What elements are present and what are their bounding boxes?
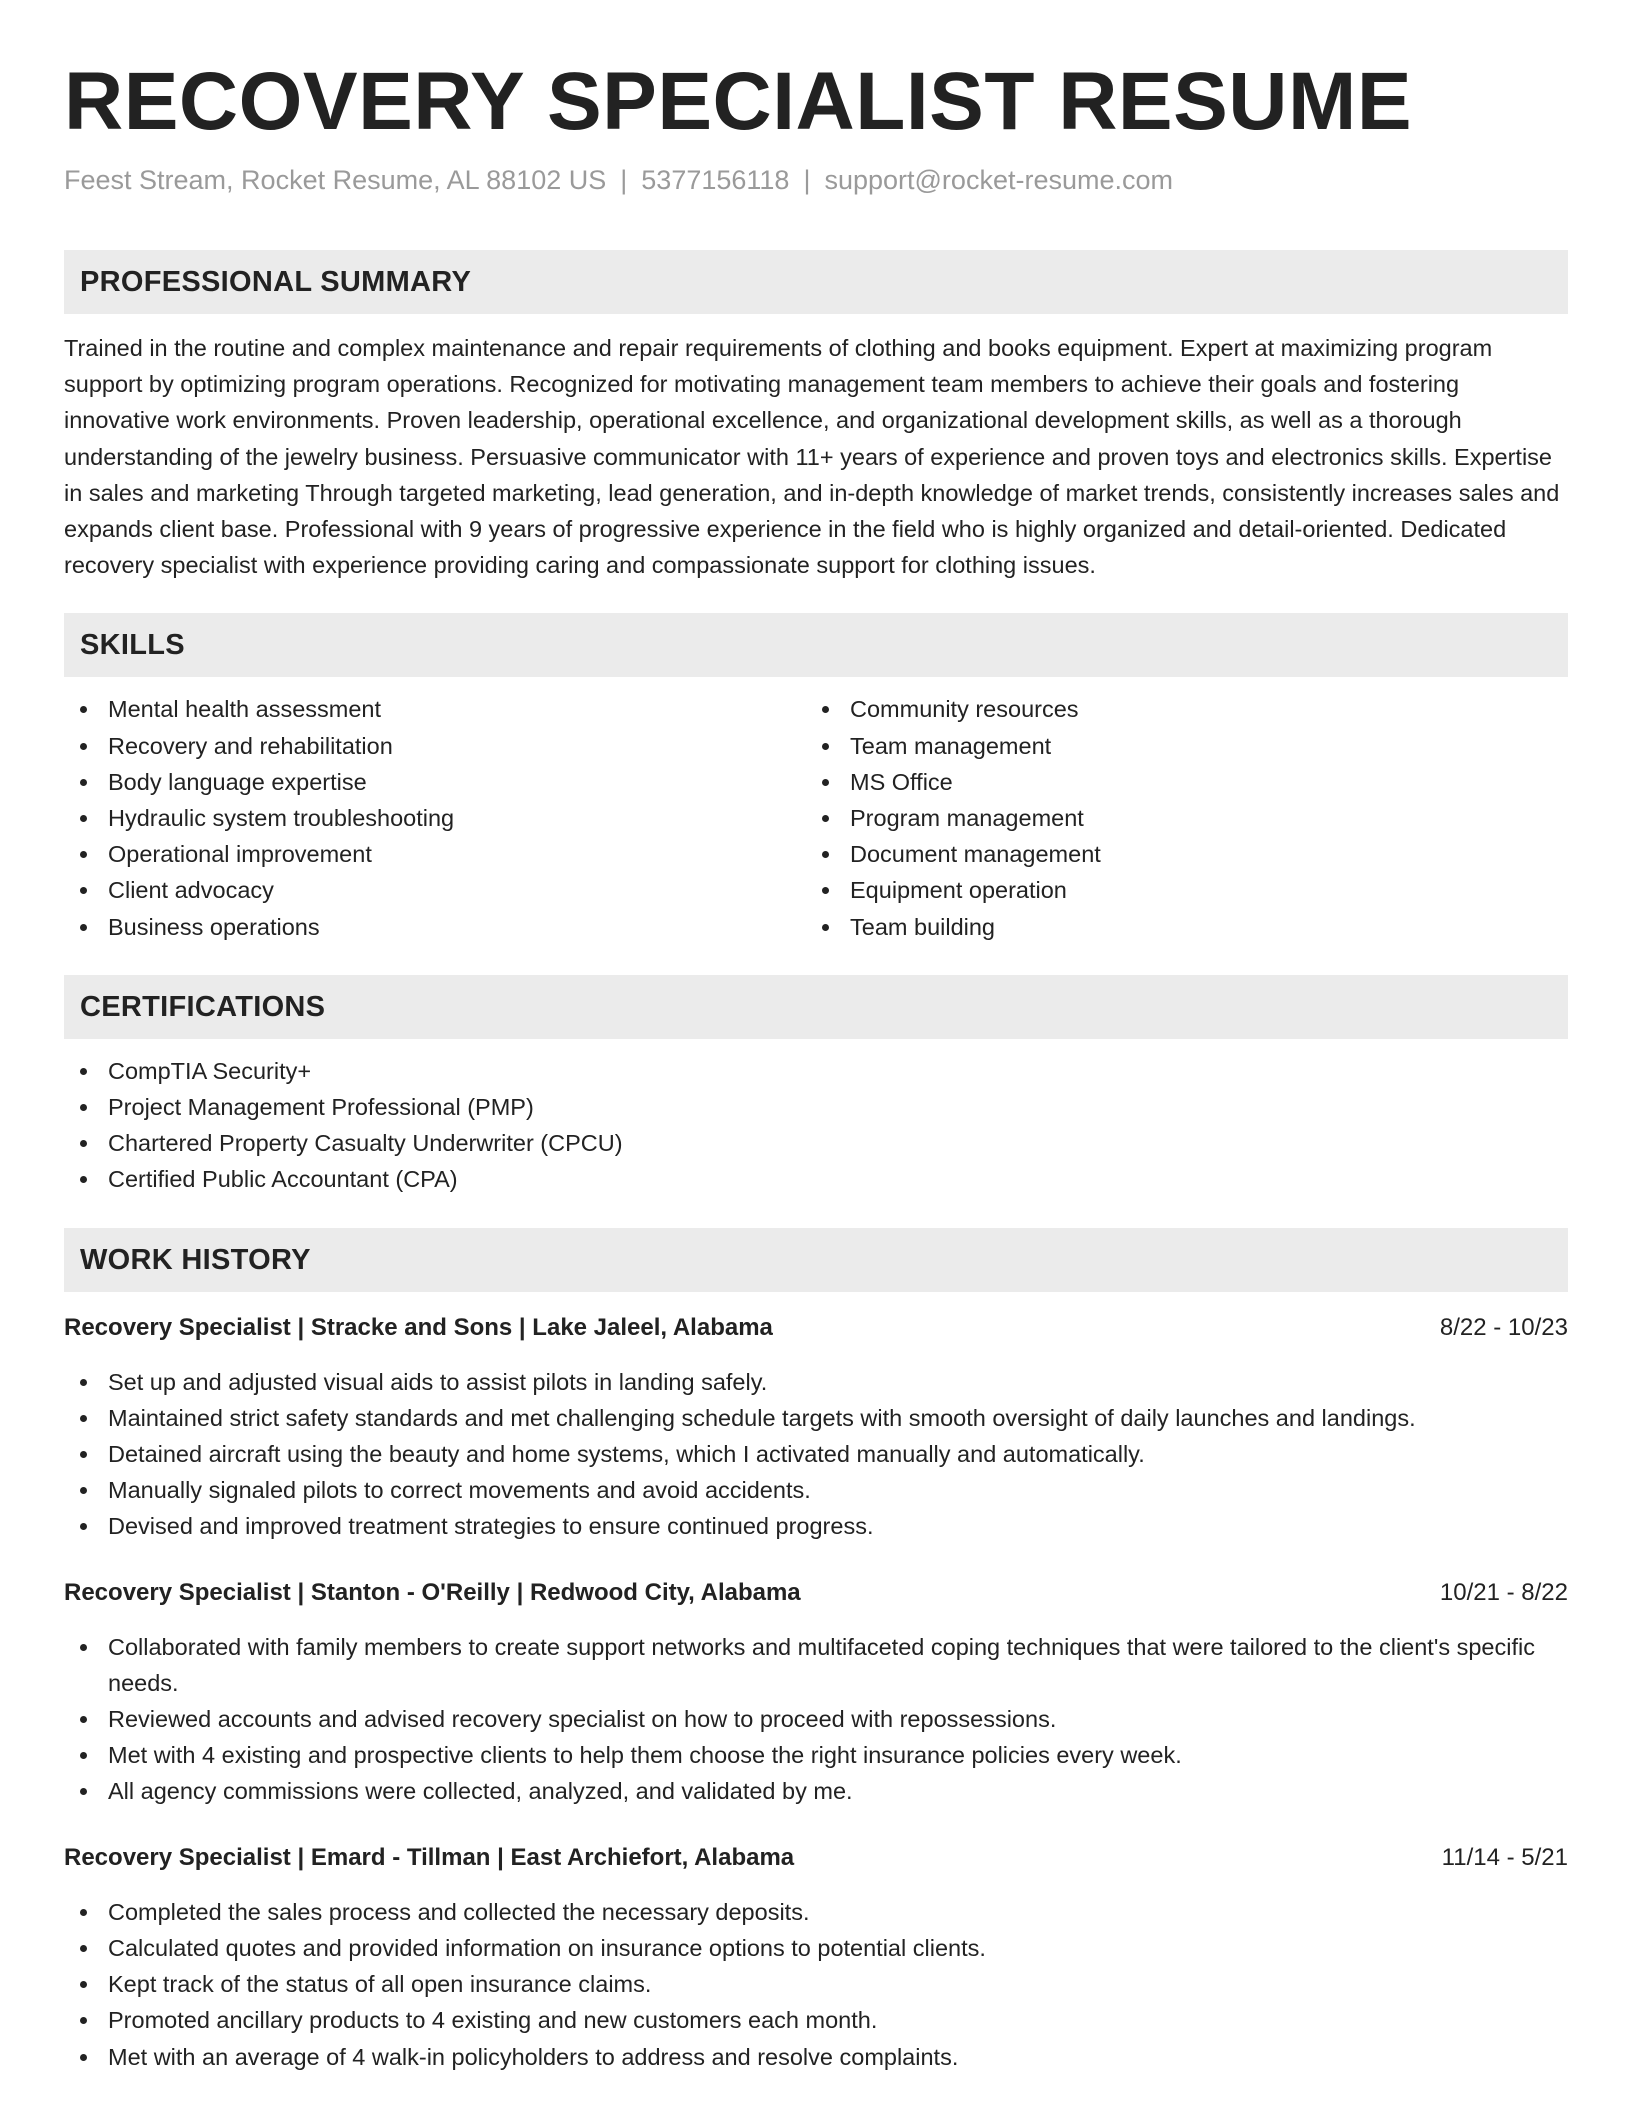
list-item: Detained aircraft using the beauty and home systems, which I activated manually and automatically.	[64, 1436, 1568, 1472]
skills-list-left	[64, 691, 806, 944]
certifications-section	[64, 975, 1568, 1198]
list-item: Maintained strict safety standards and met challenging schedule targets with smooth oversight of daily launches and landings.	[64, 1400, 1568, 1436]
list-item: Certified Public Accountant (CPA)	[64, 1161, 1568, 1197]
list-item: Collaborated with family members to create support networks and multifaceted coping techniques that were tailored to the client's specific needs.	[64, 1629, 1568, 1701]
job-bullets	[64, 1894, 1568, 2075]
job-bullets	[64, 1364, 1568, 1545]
contact-phone: 5377156118	[641, 165, 790, 195]
job-entry	[64, 1575, 1568, 1810]
list-item: Body language expertise	[64, 764, 806, 800]
list-item: CompTIA Security+	[64, 1053, 1568, 1089]
list-item: Operational improvement	[64, 836, 806, 872]
list-item: Met with an average of 4 walk-in policyholders to address and resolve complaints.	[64, 2039, 1568, 2075]
list-item: Document management	[806, 836, 1548, 872]
job-header	[64, 1575, 1568, 1611]
job-title: Recovery Specialist | Stracke and Sons | Lake Jaleel, Alabama	[64, 1313, 773, 1341]
work-history-heading: WORK HISTORY	[64, 1228, 1568, 1292]
list-item: Promoted ancillary products to 4 existing and new customers each month.	[64, 2002, 1568, 2038]
list-item: Project Management Professional (PMP)	[64, 1089, 1568, 1125]
skills-section	[64, 613, 1568, 944]
job-dates: 8/22 - 10/23	[1439, 1313, 1568, 1341]
job-dates: 10/21 - 8/22	[1439, 1578, 1568, 1606]
list-item: Calculated quotes and provided information on insurance options to potential clients.	[64, 1930, 1568, 1966]
resume-page	[64, 52, 1568, 2075]
job-title: Recovery Specialist | Emard - Tillman | East Archiefort, Alabama	[64, 1843, 795, 1871]
job-header	[64, 1840, 1568, 1876]
job-bullets	[64, 1629, 1568, 1810]
list-item: Chartered Property Casualty Underwriter (CPCU)	[64, 1125, 1568, 1161]
list-item: Business operations	[64, 909, 806, 945]
list-item: Client advocacy	[64, 872, 806, 908]
work-history-section	[64, 1228, 1568, 2075]
list-item: Devised and improved treatment strategies to ensure continued progress.	[64, 1508, 1568, 1544]
list-item: Community resources	[806, 691, 1548, 727]
skills-grid	[64, 691, 1568, 944]
contact-separator: |	[803, 165, 811, 195]
list-item: All agency commissions were collected, analyzed, and validated by me.	[64, 1773, 1568, 1809]
contact-line	[64, 162, 1568, 198]
list-item: Equipment operation	[806, 872, 1548, 908]
job-header	[64, 1310, 1568, 1346]
skills-list-right	[806, 691, 1548, 944]
page-title: RECOVERY SPECIALIST RESUME	[64, 56, 1413, 147]
list-item: Manually signaled pilots to correct movements and avoid accidents.	[64, 1472, 1568, 1508]
job-dates: 11/14 - 5/21	[1441, 1843, 1568, 1871]
list-item: Mental health assessment	[64, 691, 806, 727]
list-item: Recovery and rehabilitation	[64, 728, 806, 764]
list-item: Team building	[806, 909, 1548, 945]
list-item: Reviewed accounts and advised recovery specialist on how to proceed with repossessions.	[64, 1701, 1568, 1737]
list-item: Met with 4 existing and prospective clients to help them choose the right insurance policies every week.	[64, 1737, 1568, 1773]
job-entry	[64, 1840, 1568, 2075]
summary-text: Trained in the routine and complex maintenance and repair requirements of clothing and books equipment. Expert at maximizing program support by optimizing program operations. Recognized for motivating management team members to achieve their goals and fostering innovative work environments. Proven leadership, operational excellence, and organizational development skills, as well as a thorough understanding of the jewelry business. Persuasive communicator with 11+ years of experience and proven toys and electronics skills. Expertise in sales and marketing Through targeted marketing, lead generation, and in-depth knowledge of market trends, consistently increases sales and expands client base. Professional with 9 years of progressive experience in the field who is highly organized and detail-oriented. Dedicated recovery specialist with experience providing caring and compassionate support for clothing issues.	[64, 335, 1560, 579]
summary-section	[64, 250, 1568, 583]
certifications-list	[64, 1053, 1568, 1198]
list-item: Program management	[806, 800, 1548, 836]
list-item: MS Office	[806, 764, 1548, 800]
summary-heading: PROFESSIONAL SUMMARY	[64, 250, 1568, 314]
contact-email: support@rocket-resume.com	[824, 165, 1173, 195]
skills-heading: SKILLS	[64, 613, 1568, 677]
list-item: Hydraulic system troubleshooting	[64, 800, 806, 836]
list-item: Set up and adjusted visual aids to assist pilots in landing safely.	[64, 1364, 1568, 1400]
list-item: Completed the sales process and collected the necessary deposits.	[64, 1894, 1568, 1930]
list-item: Team management	[806, 728, 1548, 764]
certifications-heading: CERTIFICATIONS	[64, 975, 1568, 1039]
job-entry	[64, 1310, 1568, 1545]
job-title: Recovery Specialist | Stanton - O'Reilly | Redwood City, Alabama	[64, 1578, 801, 1606]
list-item: Kept track of the status of all open insurance claims.	[64, 1966, 1568, 2002]
contact-address: Feest Stream, Rocket Resume, AL 88102 US	[64, 165, 607, 195]
contact-separator: |	[620, 165, 628, 195]
